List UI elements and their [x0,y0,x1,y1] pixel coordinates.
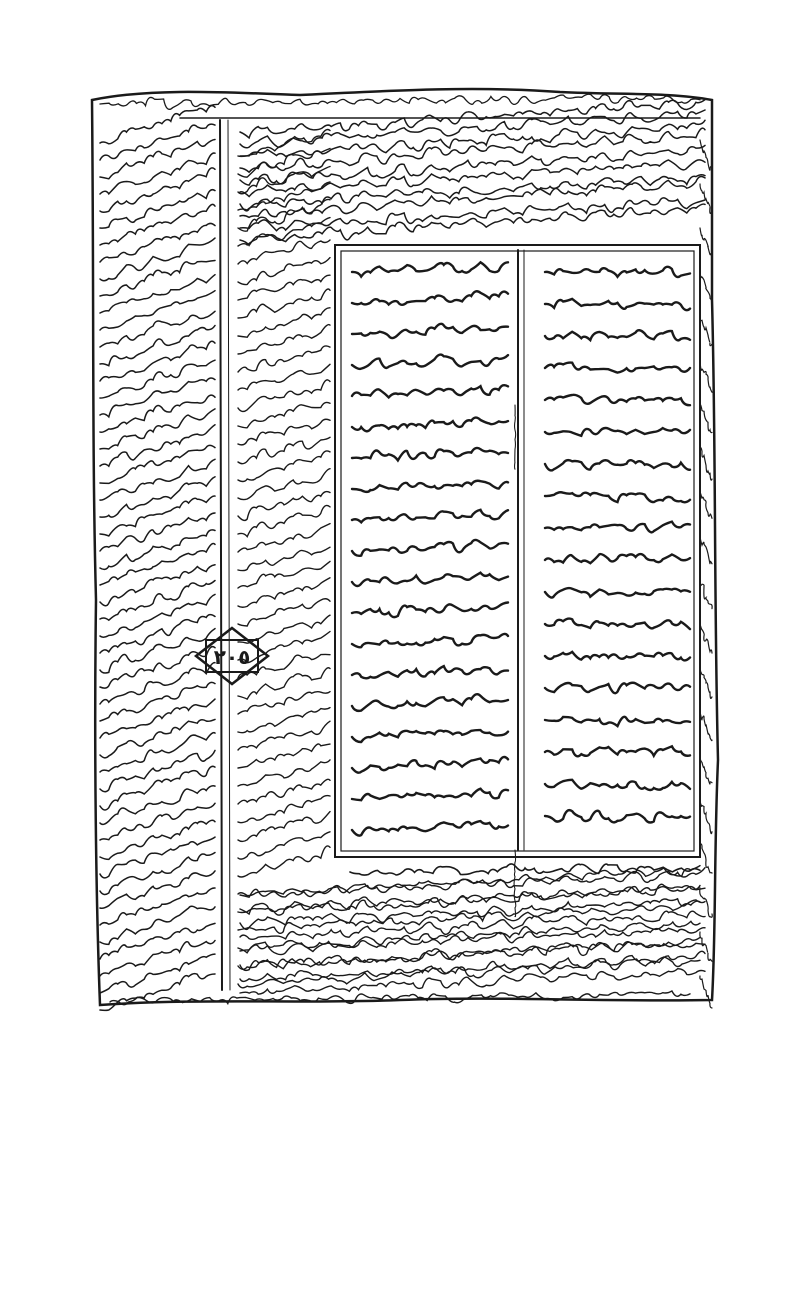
handwriting-stroke [100,615,215,653]
handwriting-stroke [352,694,508,711]
handwriting-stroke [100,275,215,313]
handwriting-stroke [100,326,215,366]
handwriting-stroke [100,378,215,417]
folio-number: ٢٠٥ [213,645,251,669]
handwriting-stroke [100,663,215,704]
handwriting-stroke [100,629,215,673]
handwriting-stroke [100,477,215,517]
handwriting-stroke [700,140,712,170]
handwriting-stroke [352,634,508,647]
handwriting-stroke [545,588,690,598]
handwriting-stroke [700,360,712,392]
handwriting-stroke [100,513,215,551]
handwriting-stroke [238,547,330,570]
handwriting-stroke [700,228,712,255]
handwriting-stroke [100,223,215,262]
handwriting-stroke [700,844,712,873]
handwriting-stroke [700,756,712,784]
handwriting-stroke [100,803,215,840]
handwriting-stroke [238,812,330,842]
handwriting-stroke [352,573,508,586]
handwriting-stroke [240,128,705,172]
handwriting-stroke [545,267,690,277]
handwriting-stroke [545,460,690,470]
handwriting-stroke [352,510,508,523]
handwriting-stroke [240,175,705,211]
handwriting-stroke [100,140,215,179]
handwriting-stroke [545,395,690,405]
handwriting-stroke [100,341,215,381]
handwriting-stroke [100,906,215,944]
handwriting-stroke [545,780,690,790]
handwriting-stroke [238,561,330,588]
handwriting-stroke [100,941,215,977]
handwriting-stroke [514,850,516,917]
handwriting-stroke [238,308,330,337]
handwritten-text-layer [100,94,712,1010]
handwriting-stroke [100,733,215,772]
handwriting-stroke [700,272,712,303]
handwriting-stroke [545,492,690,502]
margin-rule [220,120,222,990]
handwriting-stroke [238,364,330,390]
handwriting-stroke [100,496,215,536]
handwriting-stroke [238,744,330,768]
handwriting-stroke [545,746,690,756]
margin-rule-inner [228,120,230,990]
handwriting-stroke [545,554,690,563]
handwriting-stroke [352,757,508,773]
handwriting-stroke [700,316,712,346]
handwriting-stroke [352,385,508,397]
handwriting-stroke [240,928,705,955]
handwriting-stroke [100,786,215,825]
handwriting-stroke [700,624,712,653]
handwriting-stroke [238,708,330,733]
handwriting-stroke [545,619,690,630]
handwriting-stroke [545,652,690,661]
handwriting-stroke [545,717,690,726]
handwriting-stroke [100,682,215,721]
handwriting-stroke [350,864,700,875]
handwriting-stroke [700,448,712,481]
handwriting-stroke [238,325,330,354]
handwriting-stroke [100,581,215,621]
handwriting-stroke [238,846,330,877]
handwriting-stroke [240,176,705,217]
handwriting-stroke [100,94,700,109]
handwriting-stroke [352,355,508,369]
handwriting-stroke [700,932,712,961]
handwriting-stroke [515,405,516,469]
handwriting-stroke [352,481,508,492]
handwriting-stroke [238,469,330,500]
handwriting-stroke [700,404,712,433]
handwriting-stroke [545,299,690,310]
handwriting-stroke [238,692,330,714]
handwriting-stroke [238,419,330,445]
handwriting-stroke [545,363,690,373]
handwriting-stroke [238,437,330,463]
handwriting-stroke [100,153,215,194]
handwriting-stroke [238,289,330,318]
handwriting-stroke [545,428,690,436]
handwriting-stroke [700,712,712,741]
handwriting-stroke [700,492,712,518]
handwriting-stroke [545,330,690,340]
handwriting-stroke [700,976,712,1008]
handwriting-stroke [352,324,508,338]
handwriting-stroke [100,837,215,878]
handwriting-stroke [100,871,215,908]
handwriting-stroke [352,540,508,556]
handwriting-stroke [700,580,712,609]
handwriting-stroke [352,418,508,432]
handwriting-stroke [100,530,215,570]
handwriting-stroke [352,448,508,460]
handwriting-stroke [352,789,508,801]
handwriting-stroke [545,683,690,693]
handwriting-stroke [545,522,690,533]
handwriting-stroke [352,730,508,742]
handwriting-stroke [100,291,215,330]
handwriting-stroke [352,603,508,618]
handwriting-stroke [100,954,215,993]
handwriting-stroke [700,800,712,834]
handwriting-stroke [352,666,508,678]
handwriting-stroke [352,821,508,836]
handwriting-stroke [238,380,330,412]
handwriting-stroke [238,451,330,482]
handwriting-stroke [545,810,690,822]
handwriting-stroke [238,654,330,678]
handwriting-stroke [100,360,215,398]
handwriting-stroke [700,668,712,698]
handwriting-stroke [352,262,508,276]
handwriting-stroke [352,291,508,305]
handwriting-stroke [700,536,712,564]
handwriting-stroke [700,184,712,213]
handwriting-stroke [238,199,330,231]
handwriting-stroke [100,238,215,281]
handwriting-stroke [100,409,215,449]
